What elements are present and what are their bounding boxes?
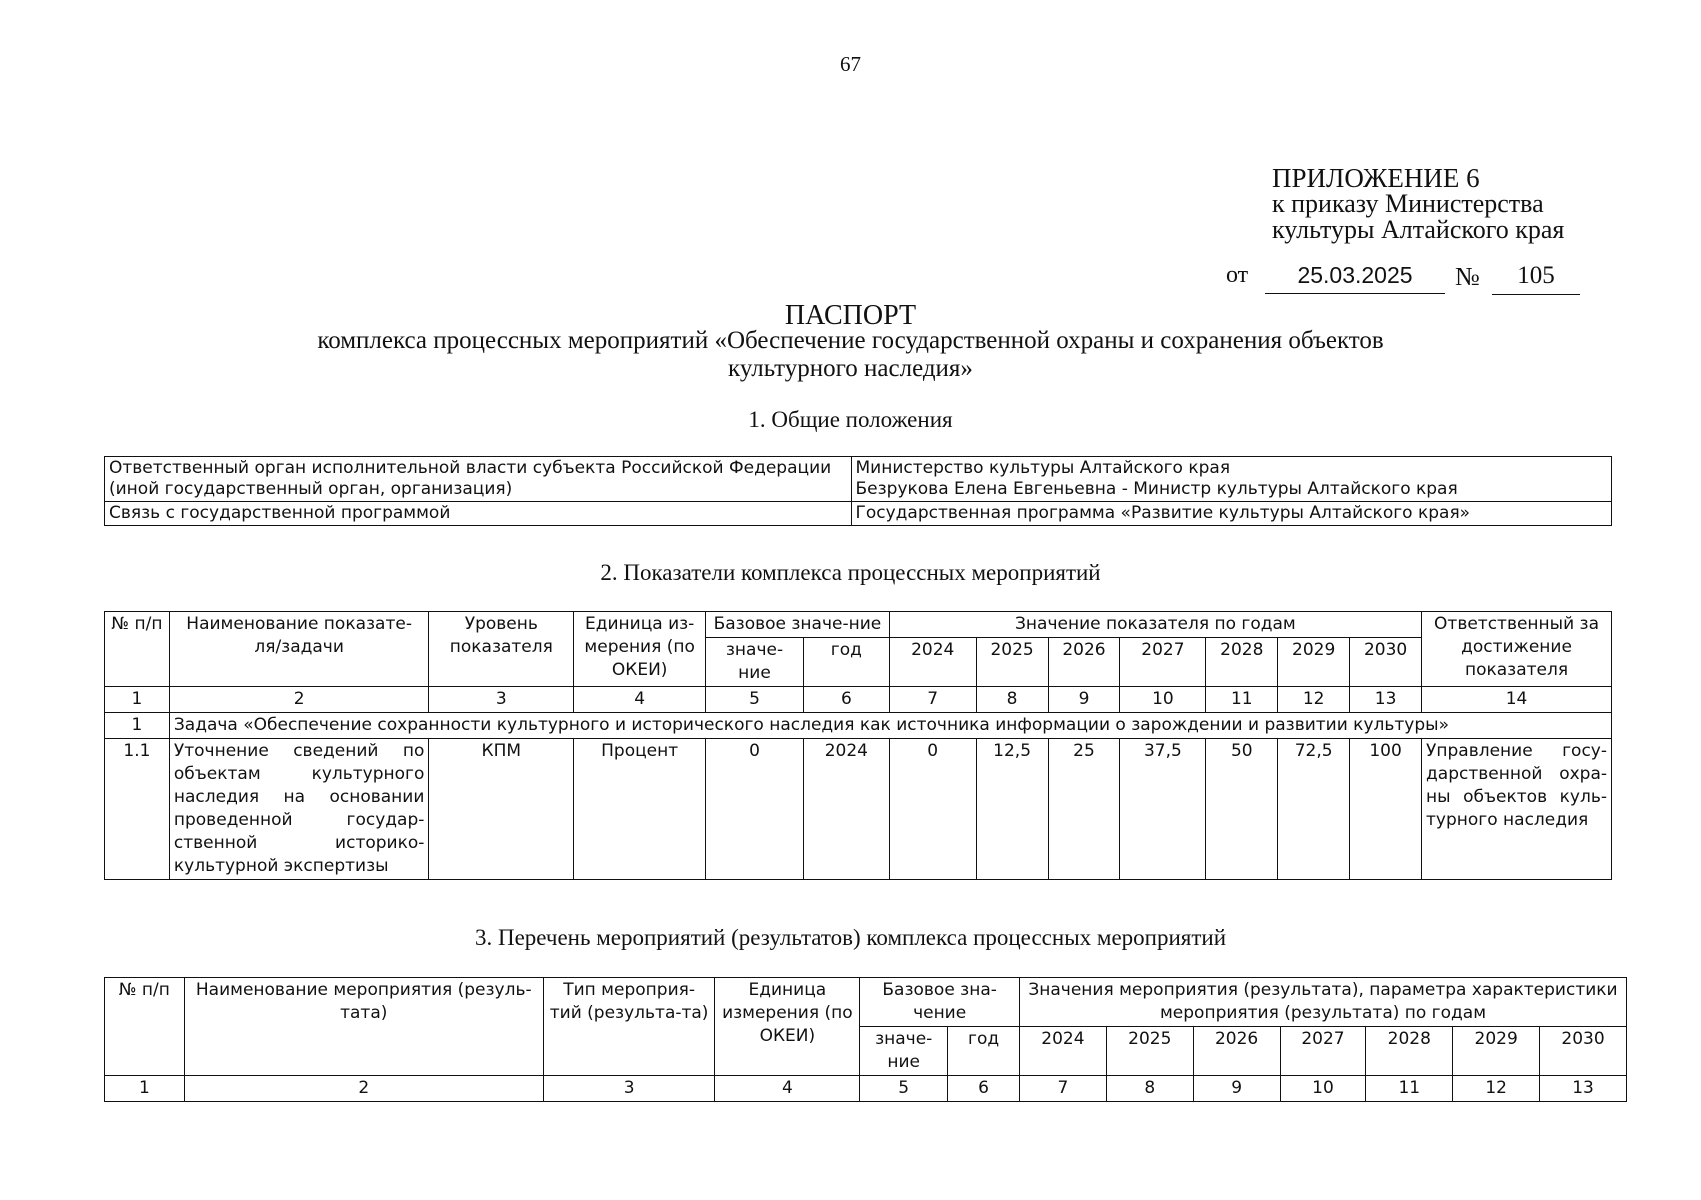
row-label-line-2: (иной государственный орган, организация) (109, 479, 513, 499)
header-year: 2024 (889, 638, 976, 687)
header-level: Уровень показателя (429, 612, 574, 687)
header-year: 2026 (1193, 1027, 1280, 1076)
column-number: 7 (889, 687, 976, 713)
column-number: 3 (429, 687, 574, 713)
header-years-group: Значения мероприятия (результата), параметра характеристики мероприятия (результата) по годам (1020, 978, 1627, 1027)
base-year: 2024 (803, 739, 889, 880)
header-name: Наименование мероприятия (резуль-тата) (184, 978, 543, 1076)
appendix-line-2: культуры Алтайского края (1272, 215, 1565, 244)
header-year: 2028 (1206, 638, 1278, 687)
header-year: 2030 (1540, 1027, 1627, 1076)
passport-title: ПАСПОРТ (784, 300, 917, 331)
header-responsible: Ответственный за достижение показателя (1422, 612, 1612, 687)
column-number: 8 (976, 687, 1048, 713)
column-number: 1 (105, 687, 170, 713)
task-text: Задача «Обеспечение сохранности культурного и исторического наследия как источника информации о зарождении и развитии культуры» (169, 713, 1611, 739)
header-base-value: значе-ние (706, 638, 804, 687)
order-date: 25.03.2025 (1265, 262, 1445, 294)
column-number: 4 (574, 687, 706, 713)
column-numbers-row (105, 1076, 1627, 1102)
passport-subtitle-line-2: культурного наследия» (728, 355, 973, 382)
table-header-row (105, 978, 1627, 1027)
column-number: 9 (1193, 1076, 1280, 1102)
column-number: 11 (1206, 687, 1278, 713)
task-row (105, 713, 1612, 739)
header-name: Наименование показате-ля/задачи (169, 612, 429, 687)
table-cell (105, 457, 852, 502)
column-number: 6 (803, 687, 889, 713)
year-value: 37,5 (1120, 739, 1206, 880)
header-year: 2024 (1020, 1027, 1107, 1076)
column-number: 4 (715, 1076, 860, 1102)
column-number: 1 (105, 1076, 185, 1102)
row-value-line-2: Безрукова Елена Евгеньевна - Министр культуры Алтайского края (855, 479, 1458, 499)
year-value: 100 (1350, 739, 1422, 880)
column-number: 10 (1280, 1076, 1366, 1102)
column-number: 11 (1366, 1076, 1453, 1102)
header-num: № п/п (105, 612, 170, 687)
activities-table (104, 977, 1627, 1102)
indicator-level: КПМ (429, 739, 574, 880)
appendix-header (1272, 165, 1564, 243)
order-number: 105 (1492, 262, 1580, 295)
column-number: 12 (1278, 687, 1350, 713)
column-number: 3 (543, 1076, 715, 1102)
column-numbers-row (105, 687, 1612, 713)
table-header-row (105, 612, 1612, 638)
row-number: 1.1 (105, 739, 170, 880)
header-year: 2030 (1350, 638, 1422, 687)
appendix-title: ПРИЛОЖЕНИЕ 6 (1272, 163, 1480, 193)
year-value: 0 (889, 739, 976, 880)
row-label-line-1: Ответственный орган исполнительной власти субъекта Российской Федерации (109, 458, 832, 478)
header-base-year: год (948, 1027, 1020, 1076)
passport-subtitle (0, 327, 1701, 383)
year-value: 50 (1206, 739, 1278, 880)
column-number: 7 (1020, 1076, 1107, 1102)
column-number: 12 (1453, 1076, 1540, 1102)
table-row (105, 457, 1612, 502)
table-row (105, 502, 1612, 526)
section-3-title: 3. Перечень мероприятий (результатов) комплекса процессных мероприятий (474, 925, 1227, 950)
header-year: 2027 (1120, 638, 1206, 687)
header-year: 2028 (1366, 1027, 1453, 1076)
column-number: 14 (1422, 687, 1612, 713)
order-number-label: № (1455, 262, 1480, 291)
table-cell: Связь с государственной программой (105, 502, 852, 526)
column-number: 6 (948, 1076, 1020, 1102)
header-base: Базовое зна-чение (860, 978, 1020, 1027)
section-2-title: 2. Показатели комплекса процессных мероприятий (600, 560, 1101, 585)
header-years-group: Значение показателя по годам (889, 612, 1421, 638)
header-base: Базовое значе-ние (706, 612, 890, 638)
column-number: 10 (1120, 687, 1206, 713)
column-number: 5 (706, 687, 804, 713)
header-year: 2026 (1048, 638, 1120, 687)
base-value: 0 (706, 739, 804, 880)
header-unit: Единица из-мерения (по ОКЕИ) (574, 612, 706, 687)
column-number: 8 (1106, 1076, 1193, 1102)
header-year: 2029 (1278, 638, 1350, 687)
column-number: 9 (1048, 687, 1120, 713)
column-number: 13 (1350, 687, 1422, 713)
table-cell (851, 457, 1612, 502)
appendix-line-1: к приказу Министерства (1272, 189, 1544, 218)
column-number: 5 (860, 1076, 948, 1102)
page-number: 67 (840, 52, 861, 76)
header-base-year: год (803, 638, 889, 687)
responsible: Управление госу-дарственной охра-ны объектов куль-турного наследия (1422, 739, 1612, 880)
indicator-name: Уточнение сведений по объектам культурного наследия на основании проведенной государ-ственной историко-культурной экспертизы (169, 739, 429, 880)
year-value: 12,5 (976, 739, 1048, 880)
header-num: № п/п (105, 978, 185, 1076)
header-year: 2025 (976, 638, 1048, 687)
header-year: 2025 (1106, 1027, 1193, 1076)
row-value-line-1: Министерство культуры Алтайского края (855, 458, 1231, 478)
header-unit: Единица измерения (по ОКЕИ) (715, 978, 860, 1076)
passport-subtitle-line-1: комплекса процессных мероприятий «Обеспечение государственной охраны и сохранения объектов (317, 327, 1384, 354)
header-type: Тип мероприя-тий (результа-та) (543, 978, 715, 1076)
general-provisions-table (104, 456, 1612, 526)
table-cell: Государственная программа «Развитие культуры Алтайского края» (851, 502, 1612, 526)
table-row (105, 739, 1612, 880)
year-value: 25 (1048, 739, 1120, 880)
column-number: 2 (184, 1076, 543, 1102)
section-1-title: 1. Общие положения (748, 407, 953, 432)
indicator-unit: Процент (574, 739, 706, 880)
order-from-label: от (1226, 262, 1249, 288)
column-number: 13 (1540, 1076, 1627, 1102)
header-base-value: значе-ние (860, 1027, 948, 1076)
year-value: 72,5 (1278, 739, 1350, 880)
task-number: 1 (105, 713, 170, 739)
header-year: 2027 (1280, 1027, 1366, 1076)
column-number: 2 (169, 687, 429, 713)
header-year: 2029 (1453, 1027, 1540, 1076)
indicators-table (104, 611, 1612, 880)
